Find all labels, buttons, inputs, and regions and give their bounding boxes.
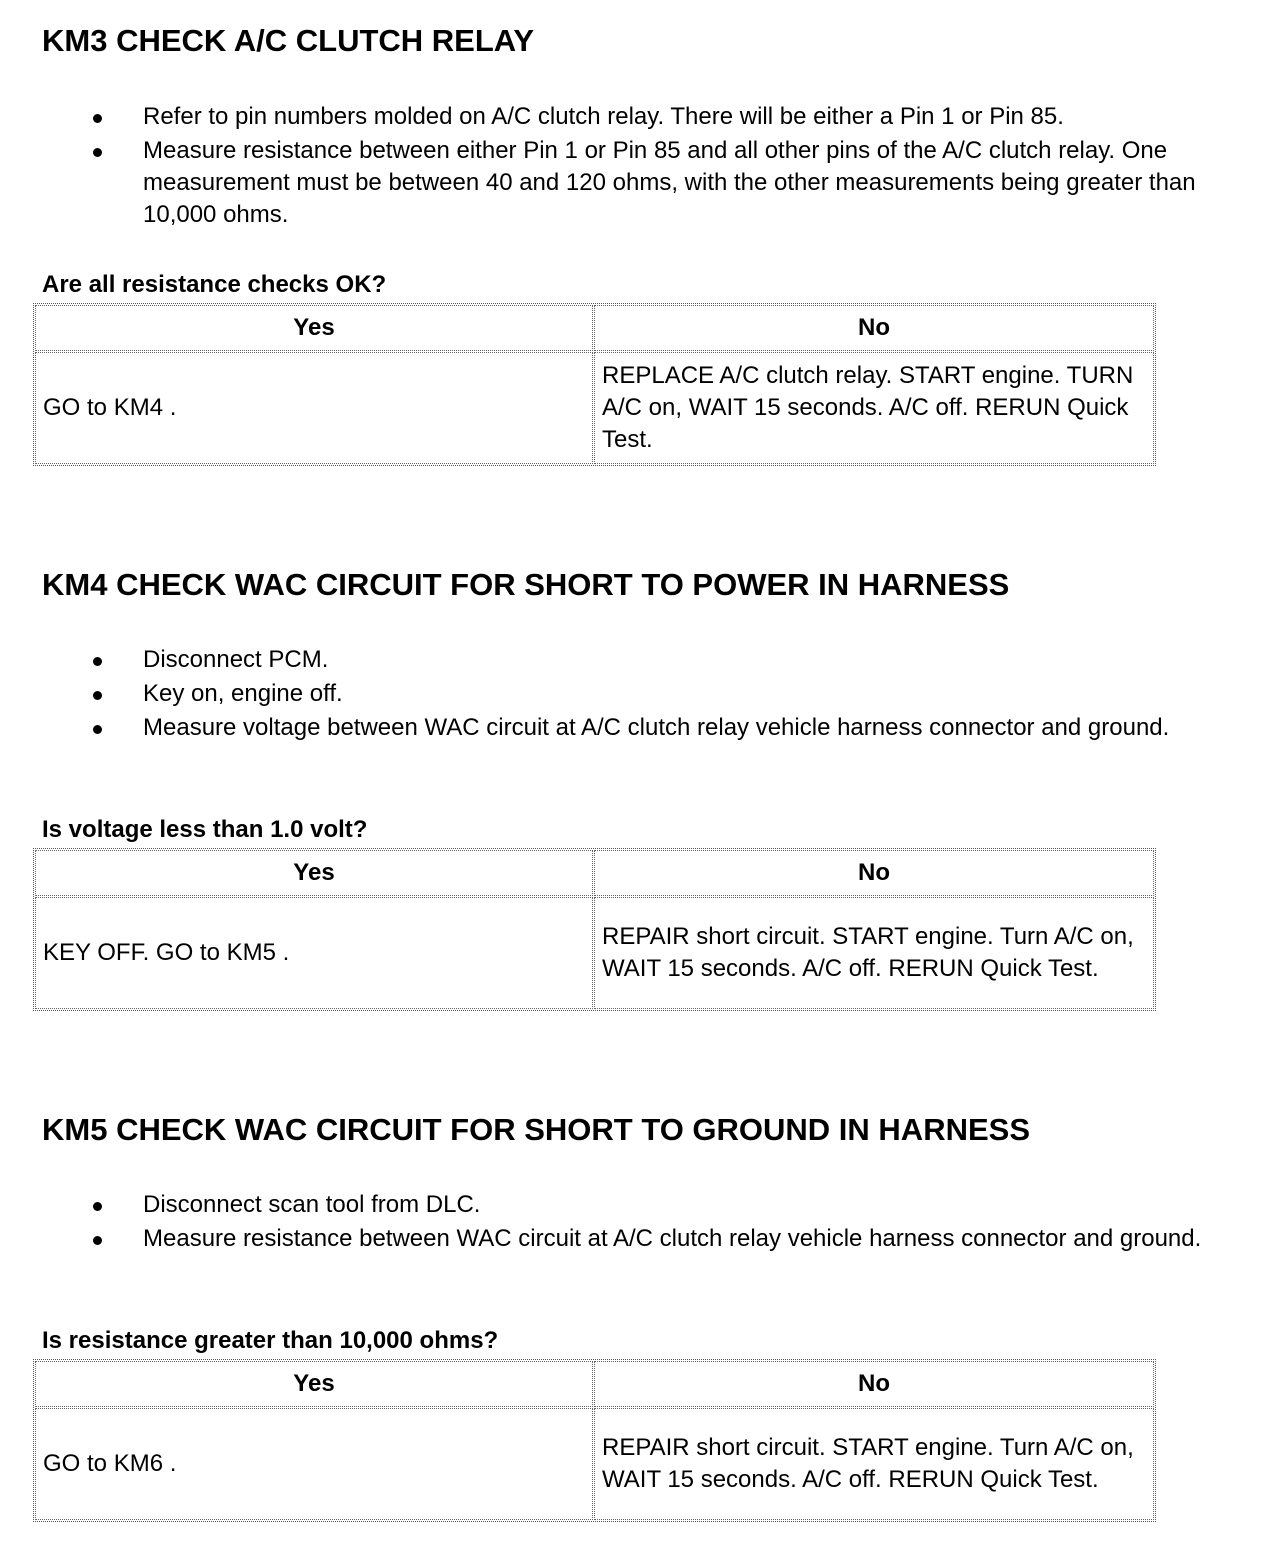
yes-no-table (33, 848, 1156, 1011)
yes-action: GO to KM4 . (35, 352, 593, 464)
list-item: Measure resistance between WAC circuit at A/C clutch relay vehicle harness connector and ground. (0, 1223, 1280, 1255)
section-heading: KM5 CHECK WAC CIRCUIT FOR SHORT TO GROUND IN HARNESS (42, 1112, 1031, 1147)
no-action: REPAIR short circuit. START engine. Turn A/C on, WAIT 15 seconds. A/C off. RERUN Quick Test. (594, 1408, 1154, 1520)
yes-no-table (33, 303, 1156, 466)
bullet-icon (93, 725, 102, 734)
bullet-icon (93, 657, 102, 666)
question-text: Is voltage less than 1.0 volt? (42, 816, 368, 843)
no-action: REPAIR short circuit. START engine. Turn A/C on, WAIT 15 seconds. A/C off. RERUN Quick Test. (594, 897, 1154, 1009)
list-item: Measure voltage between WAC circuit at A/C clutch relay vehicle harness connector and ground. (0, 712, 1280, 744)
yes-header: Yes (35, 850, 593, 896)
bullet-icon (93, 1236, 102, 1245)
table-row (35, 352, 1154, 464)
bullet-icon (93, 1202, 102, 1211)
table-header-row (35, 1361, 1154, 1407)
table-row (35, 897, 1154, 1009)
section-heading: KM4 CHECK WAC CIRCUIT FOR SHORT TO POWER IN HARNESS (42, 567, 1010, 602)
yes-action: KEY OFF. GO to KM5 . (35, 897, 593, 1009)
yes-header: Yes (35, 305, 593, 351)
section-heading: KM3 CHECK A/C CLUTCH RELAY (42, 23, 535, 58)
list-item: Measure resistance between either Pin 1 or Pin 85 and all other pins of the A/C clutch relay. One measurement must be between 40 and 120 ohms, with the other measurements being greater than 10,000 ohms. (0, 135, 1280, 231)
yes-no-table (33, 1359, 1156, 1522)
no-header: No (594, 305, 1154, 351)
bullet-icon (93, 691, 102, 700)
yes-header: Yes (35, 1361, 593, 1407)
yes-action: GO to KM6 . (35, 1408, 593, 1520)
question-text: Is resistance greater than 10,000 ohms? (42, 1327, 499, 1354)
step-list (0, 644, 1280, 746)
table-header-row (35, 850, 1154, 896)
no-header: No (594, 850, 1154, 896)
question-text: Are all resistance checks OK? (42, 271, 387, 298)
table-header-row (35, 305, 1154, 351)
no-action: REPLACE A/C clutch relay. START engine. TURN A/C on, WAIT 15 seconds. A/C off. RERUN Quick Test. (594, 352, 1154, 464)
list-item: Refer to pin numbers molded on A/C clutch relay. There will be either a Pin 1 or Pin 85. (0, 101, 1280, 133)
list-item: Disconnect scan tool from DLC. (0, 1189, 1280, 1221)
table-row (35, 1408, 1154, 1520)
step-list (0, 1189, 1280, 1257)
bullet-icon (93, 148, 102, 157)
list-item: Disconnect PCM. (0, 644, 1280, 676)
no-header: No (594, 1361, 1154, 1407)
list-item: Key on, engine off. (0, 678, 1280, 710)
step-list (0, 101, 1280, 233)
bullet-icon (93, 114, 102, 123)
